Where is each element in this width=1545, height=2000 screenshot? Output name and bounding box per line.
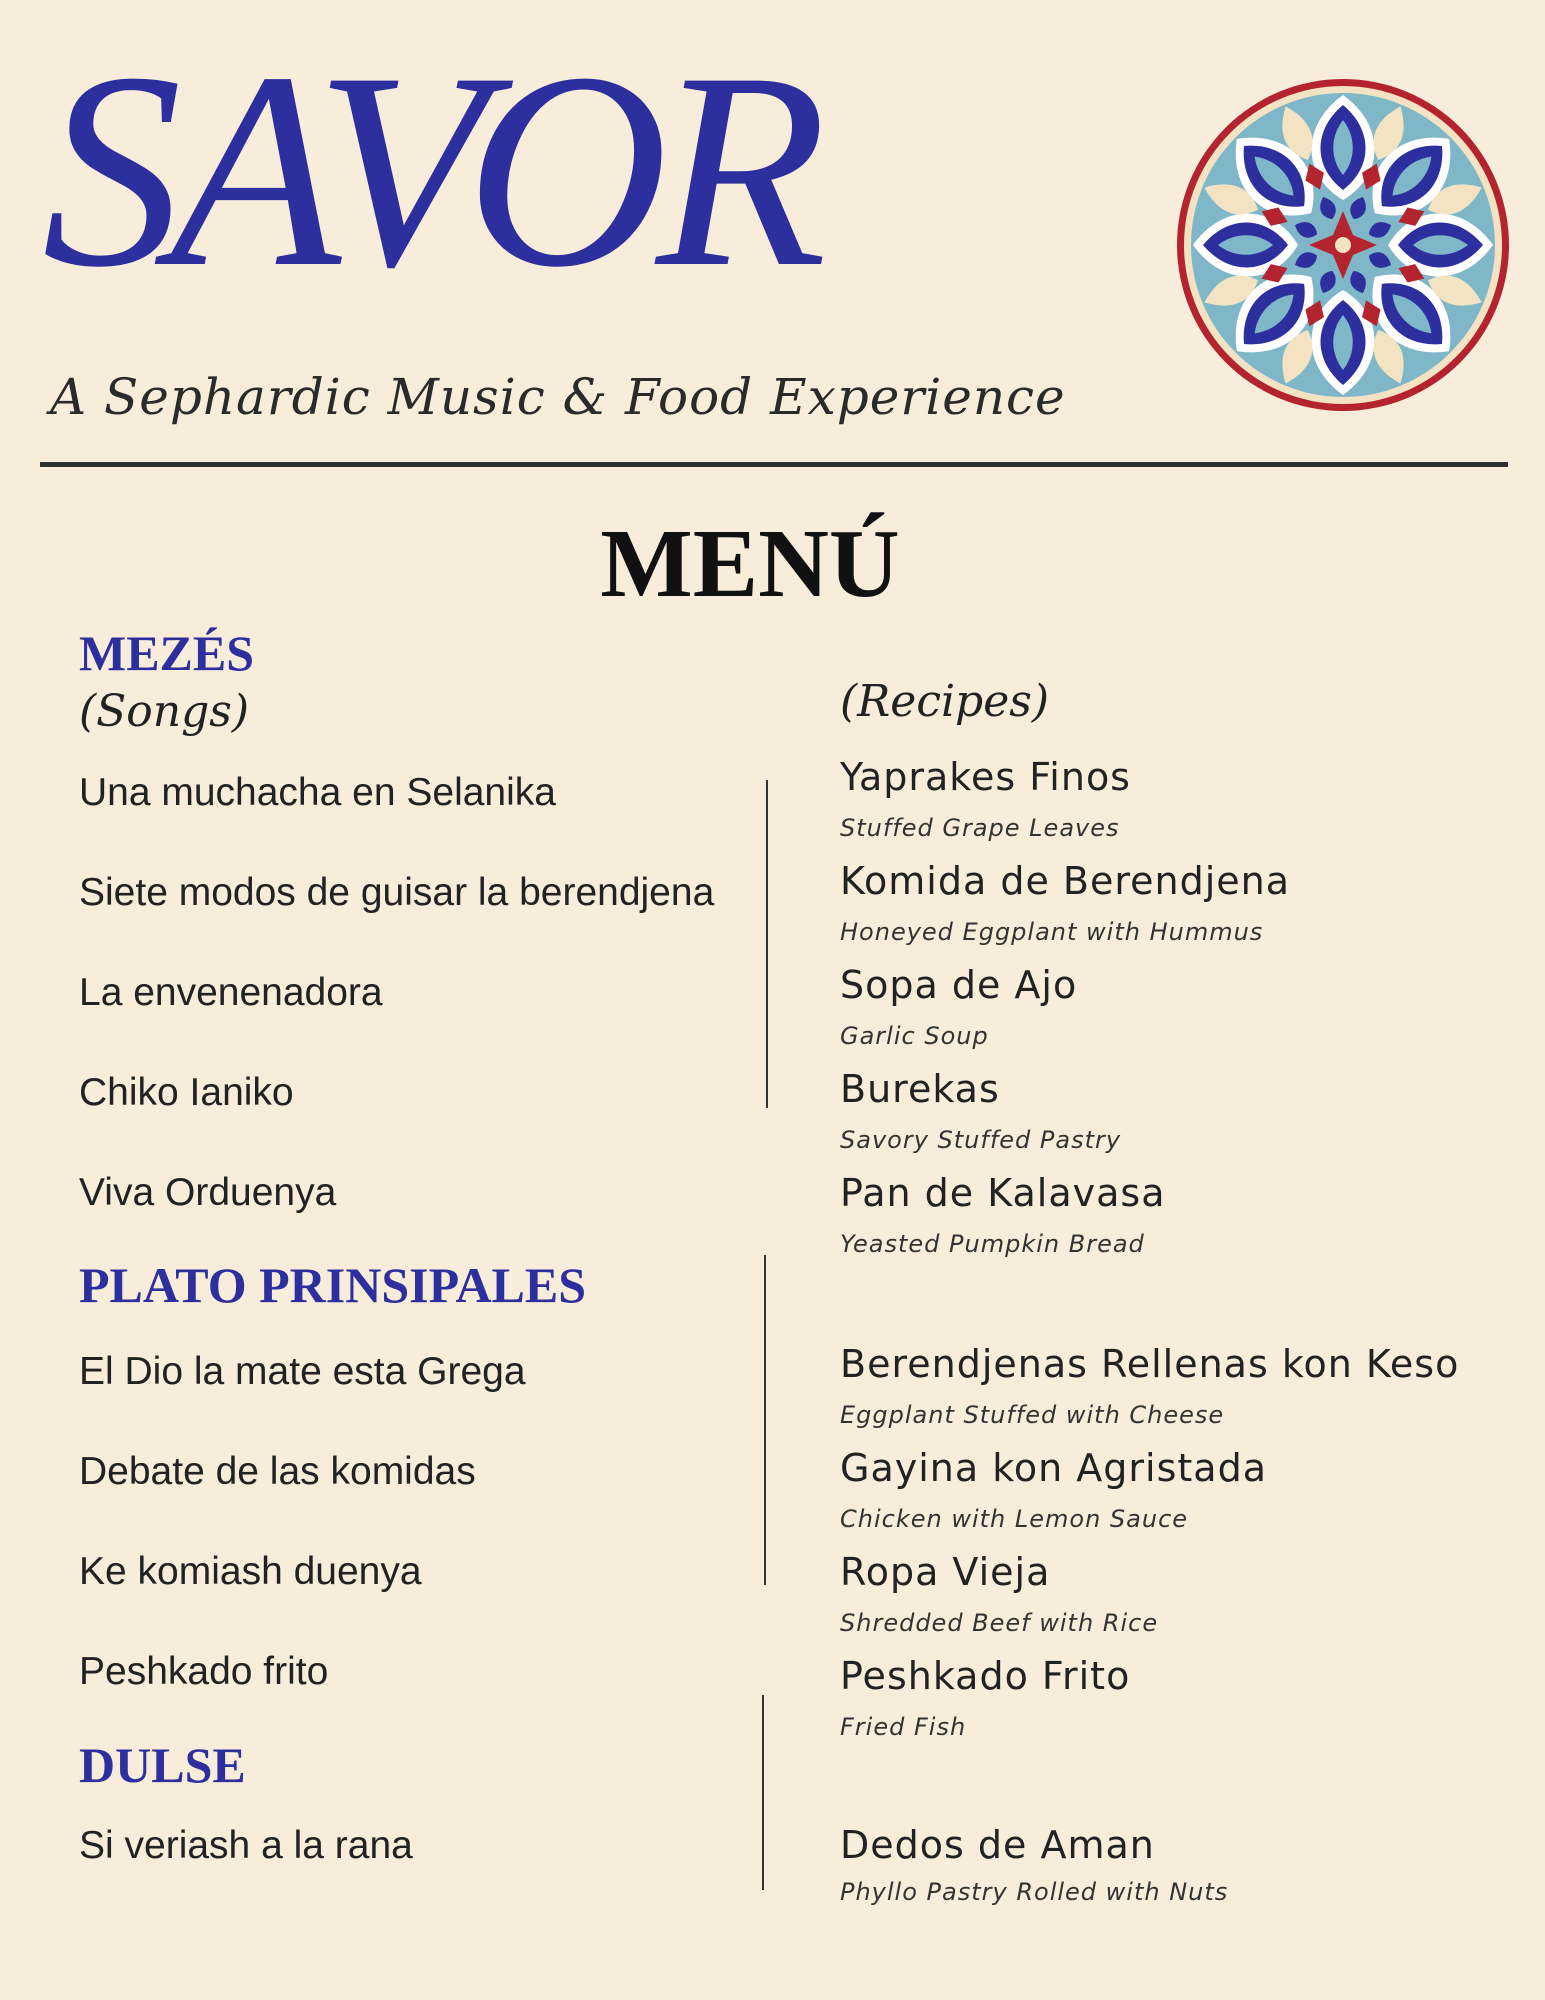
brand-subtitle: A Sephardic Music & Food Experience — [50, 368, 1066, 426]
recipes-column-label: (Recipes) — [840, 676, 1049, 727]
recipe-description: Stuffed Grape Leaves — [840, 814, 1120, 842]
song-item: Viva Orduenya — [79, 1171, 337, 1214]
song-item: La envenenadora — [79, 971, 383, 1014]
recipe-name: Pan de Kalavasa — [840, 1171, 1166, 1215]
recipe-description: Garlic Soup — [840, 1022, 989, 1050]
column-divider — [764, 1255, 766, 1585]
songs-column-label: (Songs) — [79, 686, 250, 737]
song-item: Una muchacha en Selanika — [79, 771, 556, 814]
recipe-name: Ropa Vieja — [840, 1550, 1051, 1594]
recipe-description: Savory Stuffed Pastry — [840, 1126, 1122, 1154]
recipe-description: Shredded Beef with Rice — [840, 1609, 1159, 1637]
column-divider — [762, 1695, 764, 1890]
recipe-name: Sopa de Ajo — [840, 963, 1078, 1007]
song-item: El Dio la mate esta Grega — [79, 1350, 526, 1393]
recipe-description: Honeyed Eggplant with Hummus — [840, 918, 1264, 946]
recipe-name: Burekas — [840, 1067, 1000, 1111]
recipe-name: Dedos de Aman — [840, 1823, 1155, 1867]
song-item: Peshkado frito — [79, 1650, 329, 1693]
song-item: Si veriash a la rana — [79, 1824, 413, 1867]
song-item: Siete modos de guisar la berendjena — [79, 871, 715, 914]
recipe-name: Komida de Berendjena — [840, 859, 1291, 903]
recipe-description: Yeasted Pumpkin Bread — [840, 1230, 1145, 1258]
brand-title: SAVOR — [42, 14, 816, 325]
recipe-name: Yaprakes Finos — [840, 755, 1131, 799]
mosaic-rosette-icon — [1173, 75, 1513, 415]
column-divider — [766, 780, 768, 1108]
section-title-plato-prinsipales: PLATO PRINSIPALES — [79, 1257, 587, 1313]
menu-title: MENÚ — [600, 510, 900, 618]
section-title-dulse: DULSE — [79, 1737, 246, 1793]
section-title-mezes: MEZÉS — [79, 625, 255, 681]
recipe-description: Chicken with Lemon Sauce — [840, 1505, 1189, 1533]
song-item: Ke komiash duenya — [79, 1550, 422, 1593]
recipe-name: Berendjenas Rellenas kon Keso — [840, 1342, 1460, 1386]
recipe-description: Eggplant Stuffed with Cheese — [840, 1401, 1225, 1429]
recipe-name: Gayina kon Agristada — [840, 1446, 1267, 1490]
recipe-description: Fried Fish — [840, 1713, 967, 1741]
song-item: Debate de las komidas — [79, 1450, 476, 1493]
recipe-description: Phyllo Pastry Rolled with Nuts — [840, 1878, 1229, 1906]
recipe-name: Peshkado Frito — [840, 1654, 1131, 1698]
song-item: Chiko Ianiko — [79, 1071, 294, 1114]
header-divider — [40, 462, 1508, 467]
